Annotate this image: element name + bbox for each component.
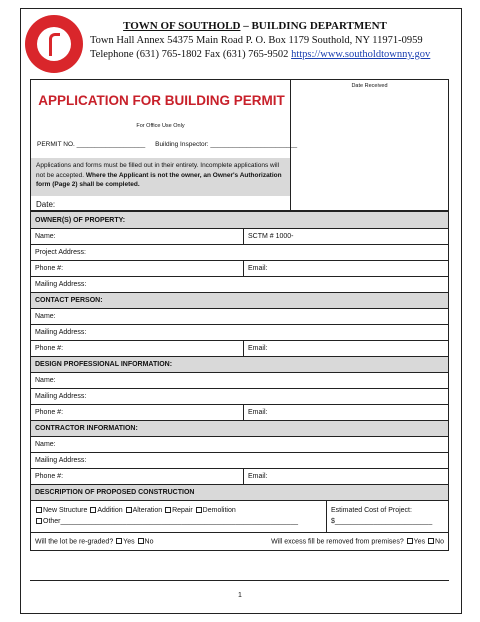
date-received-label: Date Received xyxy=(351,83,388,89)
construction-type-row xyxy=(31,500,448,532)
contractor-email-field[interactable]: Email: xyxy=(248,473,268,480)
contact-name-row xyxy=(31,308,448,324)
design-name-row xyxy=(31,372,448,388)
other-field[interactable]: Other_____________________________________________________________ xyxy=(43,518,298,525)
application-title: APPLICATION FOR BUILDING PERMIT xyxy=(38,93,285,108)
owner-authorization-note: Where the Applicant is not the owner, an Owner's Authorization form (Page 2) shall be completed. xyxy=(36,171,282,188)
fill-no-checkbox[interactable] xyxy=(428,538,434,544)
design-phone-field[interactable]: Phone #: xyxy=(31,405,244,420)
estimated-cost-label: Estimated Cost of Project: xyxy=(331,507,412,514)
other-checkbox[interactable] xyxy=(36,518,42,524)
owner-name-row xyxy=(31,228,448,244)
permit-line xyxy=(37,141,305,148)
alteration-checkbox[interactable] xyxy=(126,507,132,513)
design-mailing-field[interactable]: Mailing Address: xyxy=(35,393,87,400)
building-inspector-field[interactable]: Building Inspector: ________________________ xyxy=(155,141,298,148)
contact-mailing-field[interactable]: Mailing Address: xyxy=(35,329,87,336)
footer-divider xyxy=(30,580,449,581)
project-address-field[interactable]: Project Address: xyxy=(35,249,86,256)
contractor-mailing-field[interactable]: Mailing Address: xyxy=(35,457,87,464)
design-name-field[interactable]: Name: xyxy=(35,377,56,384)
contact-phone-field[interactable]: Phone #: xyxy=(31,341,244,356)
repair-checkbox[interactable] xyxy=(165,507,171,513)
owner-mailing-field[interactable]: Mailing Address: xyxy=(35,281,87,288)
town-header: TOWN OF SOUTHOLD – BUILDING DEPARTMENT xyxy=(123,20,387,32)
contractor-phone-field[interactable]: Phone #: xyxy=(31,469,244,484)
date-received-box[interactable] xyxy=(291,79,449,211)
owner-phone-row xyxy=(31,260,448,276)
date-field[interactable]: Date: xyxy=(36,200,56,209)
fill-yes-checkbox[interactable] xyxy=(407,538,413,544)
estimated-cost-field[interactable]: $_________________________ xyxy=(331,518,433,525)
contractor-name-field[interactable]: Name: xyxy=(35,441,56,448)
demolition-checkbox[interactable] xyxy=(196,507,202,513)
owner-section-header: OWNER(S) OF PROPERTY: xyxy=(31,212,448,228)
owner-name-field[interactable]: Name: xyxy=(31,229,244,244)
description-section-header: DESCRIPTION OF PROPOSED CONSTRUCTION xyxy=(31,484,448,500)
design-mailing-row xyxy=(31,388,448,404)
office-use-label: For Office Use Only xyxy=(136,123,185,129)
contact-mailing-row xyxy=(31,324,448,340)
contact-phone-row xyxy=(31,340,448,356)
office-box xyxy=(30,79,298,211)
regraded-no-checkbox[interactable] xyxy=(138,538,144,544)
project-address-row xyxy=(31,244,448,260)
addition-checkbox[interactable] xyxy=(90,507,96,513)
instructions-notice: Applications and forms must be filled out in their entirety. Incomplete applications will not be accepted. Where the Applicant is not the owner, an Owner's Authorization form (Page 2) shall be completed. xyxy=(31,158,290,196)
fill-removed-question: Will excess fill be removed from premises? Yes No xyxy=(271,538,444,546)
contractor-name-row xyxy=(31,436,448,452)
application-form xyxy=(30,211,449,551)
contractor-mailing-row xyxy=(31,452,448,468)
permit-number-field[interactable]: PERMIT NO. ___________________ xyxy=(37,141,146,148)
contact-email-field[interactable]: Email: xyxy=(248,345,268,352)
sctm-field[interactable]: SCTM # 1000- xyxy=(248,233,294,240)
website-link[interactable]: https://www.southoldtownny.gov xyxy=(291,49,431,60)
design-section-header: DESIGN PROFESSIONAL INFORMATION: xyxy=(31,356,448,372)
owner-phone-field[interactable]: Phone #: xyxy=(31,261,244,276)
design-phone-row xyxy=(31,404,448,420)
contractor-section-header: CONTRACTOR INFORMATION: xyxy=(31,420,448,436)
owner-email-field[interactable]: Email: xyxy=(248,265,268,272)
town-seal-icon xyxy=(25,15,83,73)
contact-section-header: CONTACT PERSON: xyxy=(31,292,448,308)
page-number: 1 xyxy=(238,592,242,599)
owner-mailing-row xyxy=(31,276,448,292)
regraded-question: Will the lot be re-graded? Yes No xyxy=(35,538,154,546)
phone-fax: Telephone (631) 765-1802 Fax (631) 765-9502 xyxy=(90,49,292,60)
estimated-cost xyxy=(327,501,448,532)
town-contact xyxy=(90,49,431,60)
town-address: Town Hall Annex 54375 Main Road P. O. Box 1179 Southold, NY 11971-0959 xyxy=(90,35,423,46)
town-name: TOWN OF SOUTHOLD xyxy=(123,20,241,32)
construction-type-options: New Structure Addition Alteration Repair Demolition Other_____________________________________________________________ xyxy=(31,501,327,532)
new-structure-checkbox[interactable] xyxy=(36,507,42,513)
regraded-yes-checkbox[interactable] xyxy=(116,538,122,544)
contact-name-field[interactable]: Name: xyxy=(35,313,56,320)
grading-row xyxy=(31,532,448,550)
design-email-field[interactable]: Email: xyxy=(248,409,268,416)
department-name: BUILDING DEPARTMENT xyxy=(251,20,387,32)
contractor-phone-row xyxy=(31,468,448,484)
